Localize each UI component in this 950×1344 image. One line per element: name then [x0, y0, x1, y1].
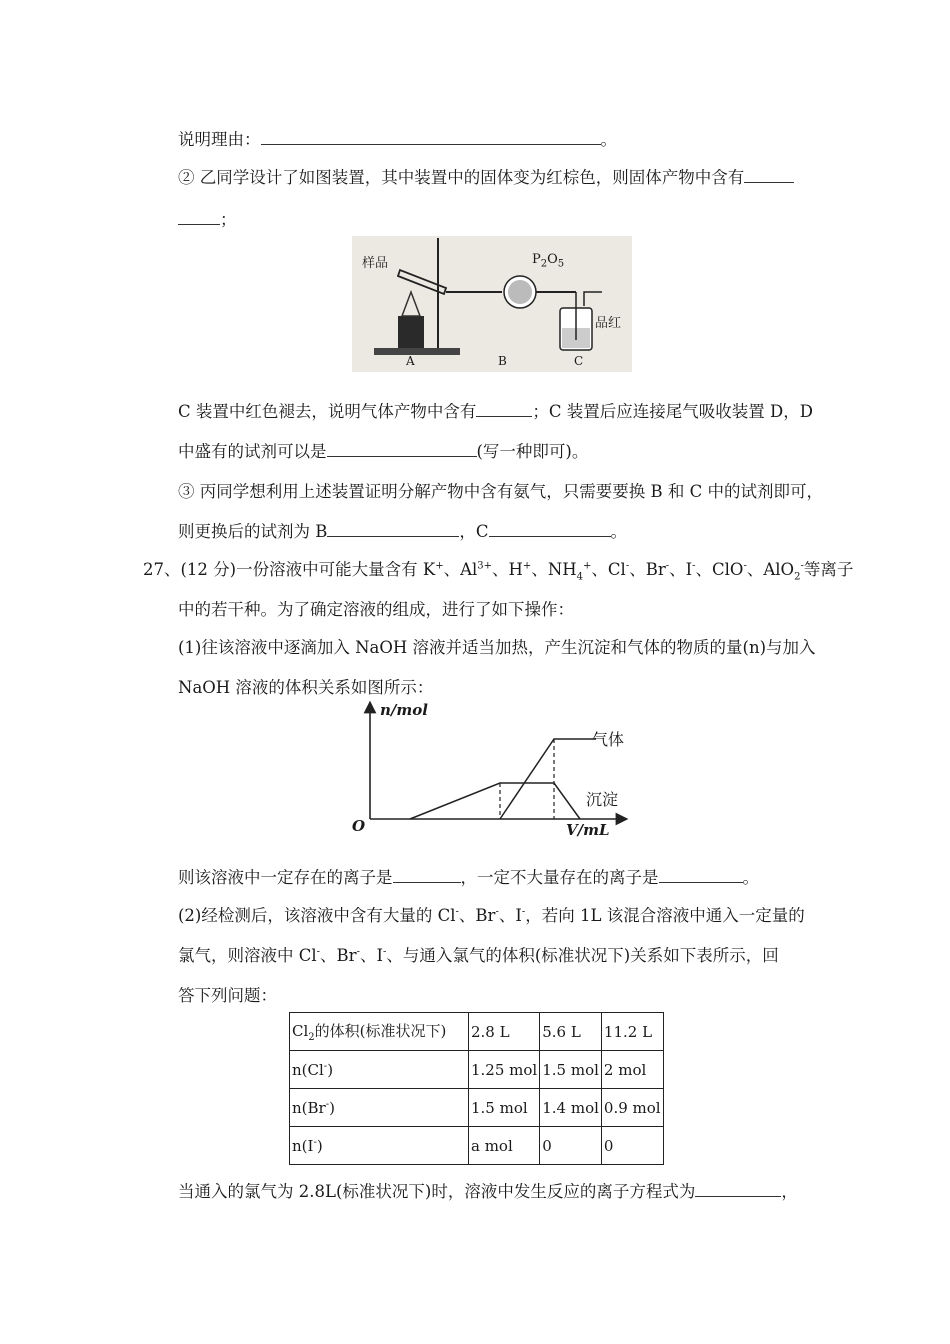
y-axis-label: n/mol — [380, 701, 428, 719]
q27-p1-line-2: NaOH 溶液的体积关系如图所示： — [178, 678, 434, 697]
reason-line: 说明理由： 。 — [178, 130, 617, 149]
table-cell: 1.25 mol — [469, 1051, 540, 1089]
precipitate-label: 沉淀 — [586, 790, 619, 809]
row-label-cl: n(Cl-) — [290, 1051, 469, 1089]
p2-line: ② 乙同学设计了如图装置，其中装置中的固体变为红棕色，则固体产物中含有 — [178, 164, 794, 188]
reason-label: 说明理由： — [178, 130, 261, 149]
table-row — [290, 1013, 664, 1051]
p3-line-2: 则更换后的试剂为 B ，C 。 — [178, 522, 627, 541]
n-vs-v-graph — [340, 695, 640, 845]
table-row — [290, 1051, 664, 1089]
q27-p1-line-1: (1)往该溶液中逐滴加入 NaOH 溶液并适当加热，产生沉淀和气体的物质的量(n)与加入 — [178, 638, 816, 657]
origin-label: O — [352, 817, 366, 835]
solid-product-blank-cont[interactable] — [178, 208, 220, 225]
apparatus-figure — [352, 236, 632, 372]
table-cell: 1.4 mol — [540, 1089, 602, 1127]
table-row — [290, 1127, 664, 1165]
q27-p2-line-2: 氯气，则溶液中 Cl-、Br-、I-、与通入氯气的体积(标准状况下)关系如下表所示，回 — [178, 946, 779, 965]
apparatus-drawing — [352, 236, 632, 372]
p3-line-1: ③ 丙同学想利用上述装置证明分解产物中含有氨气，只需要要换 B 和 C 中的试剂即可， — [178, 482, 823, 501]
solid-product-blank[interactable] — [744, 166, 794, 183]
row-label-i: n(I-) — [290, 1127, 469, 1165]
table-cell: a mol — [469, 1127, 540, 1165]
row-label-br: n(Br-) — [290, 1089, 469, 1127]
label-a: A — [406, 354, 415, 368]
present-ions-blank[interactable] — [393, 866, 461, 883]
table-cell: 1.5 mol — [540, 1051, 602, 1089]
reagent-b-blank[interactable] — [327, 520, 459, 537]
reagent-d-blank[interactable] — [327, 440, 477, 457]
chlorine-table — [289, 1012, 664, 1165]
gas-label: 气体 — [592, 730, 625, 749]
p2o5-label: $P_2O_5$ — [532, 252, 565, 270]
table-row — [290, 1089, 664, 1127]
c-line-2: 中盛有的试剂可以是 (写一种即可)。 — [178, 442, 589, 461]
q27-p2-line-1: (2)经检测后，该溶液中含有大量的 Cl-、Br-、I-，若向 1L 该混合溶液中通入一定量的 — [178, 906, 805, 925]
gas-curve — [500, 739, 596, 819]
q27-last-line: 当通入的氯气为 2.8L(标准状况下)时，溶液中发生反应的离子方程式为 ， — [178, 1182, 798, 1201]
gas-product-blank[interactable] — [476, 400, 532, 417]
q27-intro-line-2: 中的若干种。为了确定溶液的组成，进行了如下操作： — [178, 600, 574, 619]
q27-intro-line: 27、(12 分)一份溶液中可能大量含有 K+、$Al^{3+}$、H+、$NH_4^+$、Cl-、Br-、I-、ClO-、AlO$_2$-等离子 — [143, 560, 854, 583]
p2-line-2: ； — [178, 206, 237, 230]
absent-ions-blank[interactable] — [659, 866, 743, 883]
table-cell: 1.5 mol — [469, 1089, 540, 1127]
x-axis-label: V/mL — [566, 821, 610, 839]
table-cell: 2 mol — [601, 1051, 663, 1089]
q27-p2-line-3: 答下列问题： — [178, 986, 277, 1005]
reagent-c-blank[interactable] — [489, 520, 611, 537]
question-number: 27、 — [143, 560, 181, 579]
reason-blank[interactable] — [261, 128, 601, 145]
label-c: C — [574, 354, 584, 368]
label-b: B — [498, 354, 507, 368]
pinhong-label: 品红 — [595, 316, 622, 331]
table-cell: 0.9 mol — [601, 1089, 663, 1127]
q27-answer-line: 则该溶液中一定存在的离子是 ，一定不大量存在的离子是 。 — [178, 868, 759, 887]
c-line-1: C 装置中红色褪去，说明气体产物中含有 ；C 装置后应连接尾气吸收装置 D，D — [178, 402, 813, 421]
sample-label: 样品 — [362, 256, 389, 271]
table-cell: 0 — [601, 1127, 663, 1165]
ionic-equation-blank[interactable] — [695, 1180, 781, 1197]
header-cell: 5.6 L — [540, 1013, 602, 1051]
header-cell: 11.2 L — [601, 1013, 663, 1051]
table-cell: 0 — [540, 1127, 602, 1165]
header-cell: 2.8 L — [469, 1013, 540, 1051]
header-cell: $Cl_2$的体积(标准状况下) — [290, 1013, 469, 1051]
